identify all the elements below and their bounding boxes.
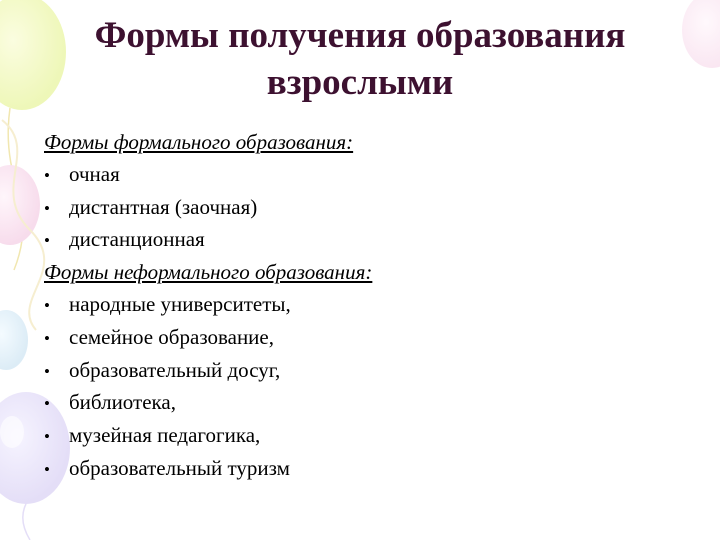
list-item — [44, 387, 684, 420]
list-item-text: образовательный туризм — [69, 455, 290, 480]
slide-title — [30, 12, 690, 106]
bullet-icon: • — [44, 165, 50, 185]
slide-title-line-1: Формы получения образования — [94, 15, 626, 56]
list-item-text: библиотека, — [69, 390, 176, 415]
list-item — [44, 420, 684, 453]
list-item — [44, 453, 684, 486]
list-item — [44, 289, 684, 322]
bullet-icon: • — [44, 198, 50, 218]
list-item — [44, 159, 684, 192]
bullet-icon: • — [44, 361, 50, 381]
list-item-text: дистантная (заочная) — [69, 194, 258, 219]
list-item — [44, 355, 684, 388]
list-item-text: народные университеты, — [69, 291, 291, 316]
list-item-text: дистанционная — [69, 227, 205, 252]
bullet-icon: • — [44, 459, 50, 479]
list-item — [44, 192, 684, 225]
list-item — [44, 322, 684, 355]
list-item-text: очная — [69, 161, 120, 186]
list-item-text: образовательный досуг, — [69, 357, 281, 382]
bullet-icon: • — [44, 231, 50, 251]
list-item-text: музейная педагогика, — [69, 423, 261, 448]
slide-title-line-2: взрослыми — [266, 62, 454, 103]
section-heading-informal: Формы неформального образования: — [44, 260, 373, 285]
bullet-icon: • — [44, 328, 50, 348]
list-item-text: семейное образование, — [69, 324, 274, 349]
bullet-icon: • — [44, 427, 50, 447]
slide-content — [44, 127, 684, 486]
bullet-icon: • — [44, 295, 50, 315]
list-item — [44, 224, 684, 257]
balloon-shape — [0, 310, 28, 370]
bullet-icon: • — [44, 394, 50, 414]
section-heading-formal: Формы формального образования: — [44, 130, 354, 154]
